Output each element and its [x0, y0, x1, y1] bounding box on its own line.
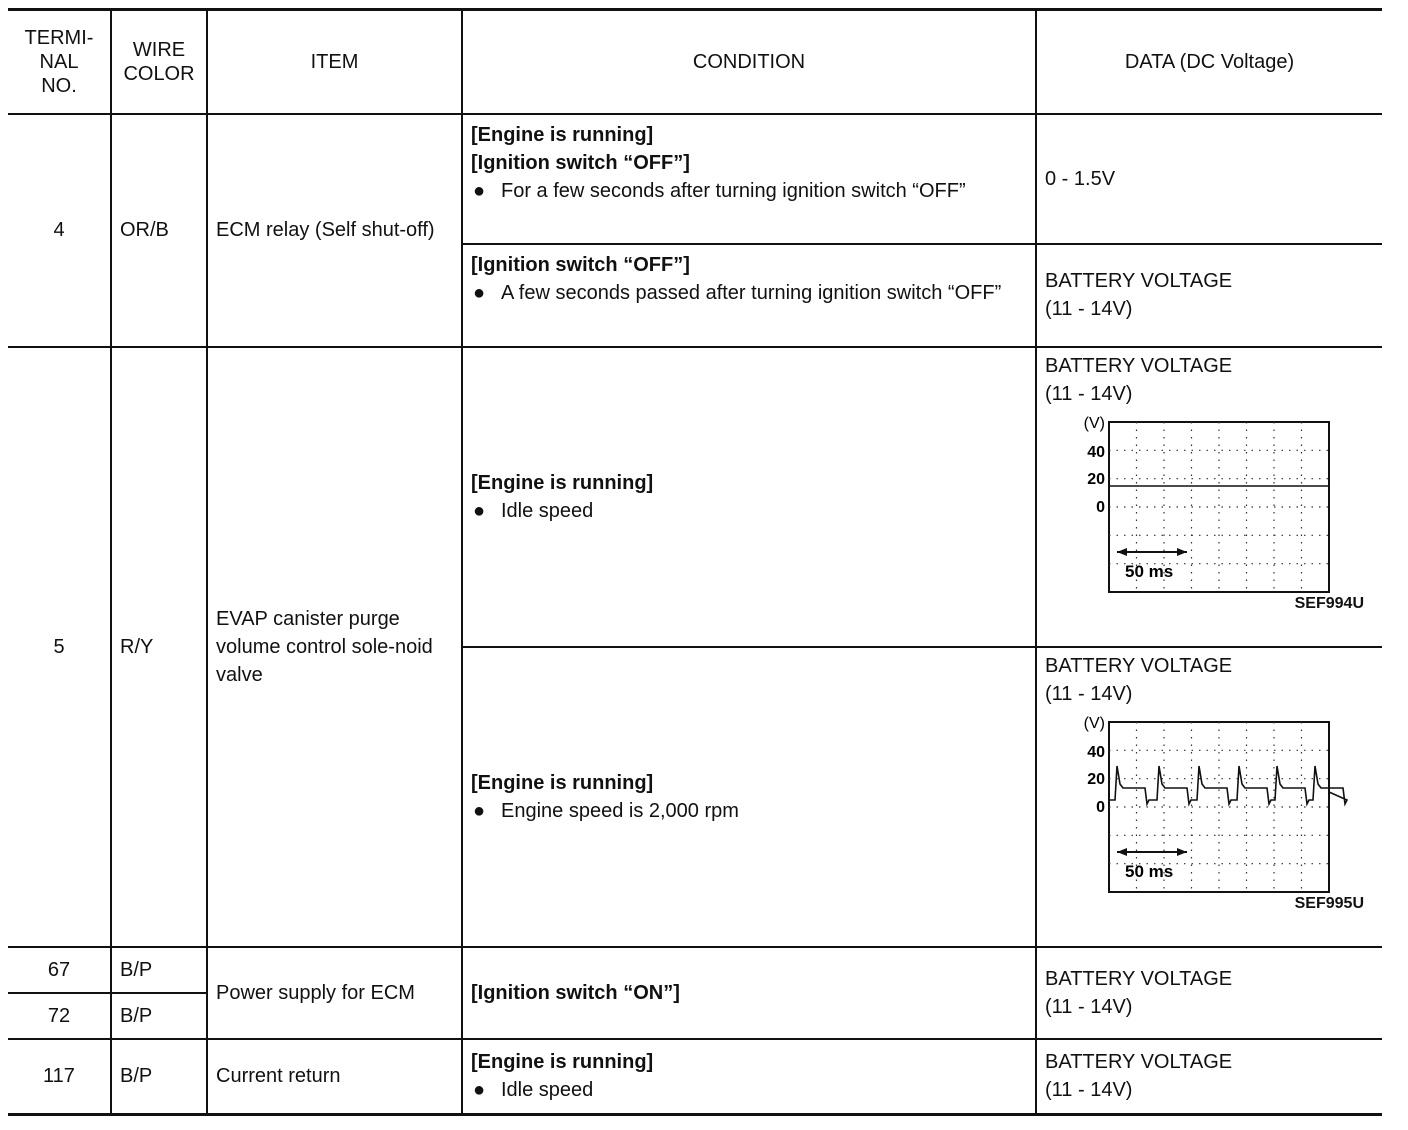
data-line: BATTERY VOLTAGE: [1045, 354, 1233, 377]
bullet-icon: ●: [473, 499, 486, 522]
terminal-cell: 5: [8, 347, 111, 947]
waveform-trace: [1109, 766, 1347, 804]
condition-heading: [Ignition switch “OFF”]: [471, 253, 690, 276]
time-scale-label: 50 ms: [1125, 861, 1174, 881]
condition-heading: [Ignition switch “ON”]: [471, 981, 680, 1004]
condition-cell: [462, 947, 1036, 1039]
data-cell: [1036, 947, 1382, 1039]
waveform-plot: [1045, 708, 1375, 918]
header-item: ITEM: [207, 10, 462, 114]
y-tick-label: 20: [1087, 470, 1105, 488]
condition-bullet-text: Engine speed is 2,000 rpm: [501, 799, 739, 822]
condition-heading: [Engine is running]: [471, 1051, 654, 1074]
item-cell: Current return: [207, 1039, 462, 1115]
bullet-icon: ●: [473, 799, 486, 822]
data-cell: [1036, 1039, 1382, 1115]
time-scale-label: 50 ms: [1125, 561, 1174, 581]
bullet-icon: ●: [473, 1079, 486, 1102]
header-terminal-line: NAL: [39, 50, 79, 73]
waveform-plot: [1045, 408, 1375, 618]
data-line: (11 - 14V): [1045, 995, 1133, 1018]
data-line: BATTERY VOLTAGE: [1045, 967, 1233, 990]
header-terminal-line: NO.: [41, 74, 77, 97]
terminal-cell: 72: [8, 993, 111, 1039]
y-tick-label: 0: [1096, 798, 1105, 816]
data-line: (11 - 14V): [1045, 1079, 1133, 1102]
terminal-cell: 117: [8, 1039, 111, 1115]
data-line: BATTERY VOLTAGE: [1045, 270, 1233, 292]
condition-heading: [Engine is running]: [471, 123, 654, 146]
condition-bullet-text: Idle speed: [501, 499, 594, 522]
item-cell: ECM relay (Self shut-off): [207, 114, 462, 347]
wire-color-cell: R/Y: [111, 347, 207, 947]
table-row: [8, 1039, 1382, 1115]
table-row: [8, 947, 1382, 993]
condition-bullet: [471, 1076, 1027, 1104]
table-row: [8, 114, 1382, 244]
data-cell: [1036, 647, 1382, 947]
condition-cell: [462, 647, 1036, 947]
header-terminal-line: TERMI-: [24, 26, 94, 49]
data-line: BATTERY VOLTAGE: [1045, 1051, 1233, 1074]
header-wire-line: WIRE: [132, 38, 186, 61]
condition-heading: [Ignition switch “OFF”]: [471, 151, 690, 174]
wire-color-cell: B/P: [111, 993, 207, 1039]
header-terminal: [8, 10, 111, 114]
data-cell: [1036, 347, 1382, 647]
condition-heading: [Engine is running]: [471, 771, 654, 794]
oscilloscope-waveform-idle: [1045, 408, 1374, 618]
figure-reference: SEF995U: [1294, 894, 1364, 912]
header-wire-line: COLOR: [123, 62, 195, 85]
header-condition: CONDITION: [462, 10, 1036, 114]
condition-bullet: [471, 497, 1027, 525]
condition-bullet: [471, 177, 1027, 205]
oscilloscope-waveform-2000rpm: [1045, 708, 1374, 918]
condition-bullet-text: Idle speed: [501, 1079, 594, 1102]
table-row: [8, 347, 1382, 647]
header-wire-color: [111, 10, 207, 114]
condition-bullet: [471, 279, 1027, 307]
y-axis-unit: (V): [1083, 714, 1105, 732]
data-cell: [1036, 244, 1382, 347]
bullet-icon: ●: [473, 179, 486, 202]
y-tick-label: 20: [1087, 770, 1105, 788]
header-data: DATA (DC Voltage): [1036, 10, 1382, 114]
terminal-table: [8, 8, 1382, 1116]
item-cell: Power supply for ECM: [207, 947, 462, 1039]
condition-bullet-text: A few seconds passed after turning ignition switch “OFF”: [501, 281, 1002, 304]
data-line: (11 - 14V): [1045, 298, 1133, 320]
y-tick-label: 40: [1087, 443, 1105, 461]
terminal-cell: 4: [8, 114, 111, 347]
condition-cell: [462, 244, 1036, 347]
condition-heading: [Engine is running]: [471, 471, 654, 494]
figure-reference: SEF994U: [1294, 594, 1364, 612]
y-tick-label: 40: [1087, 743, 1105, 761]
condition-cell: [462, 347, 1036, 647]
wire-color-cell: B/P: [111, 947, 207, 993]
y-axis-unit: (V): [1083, 414, 1105, 432]
condition-cell: [462, 1039, 1036, 1115]
y-tick-label: 0: [1096, 498, 1105, 516]
wire-color-cell: B/P: [111, 1039, 207, 1115]
header-row: [8, 10, 1382, 114]
data-line: (11 - 14V): [1045, 682, 1133, 705]
bullet-icon: ●: [473, 281, 486, 304]
wire-color-cell: OR/B: [111, 114, 207, 347]
data-line: BATTERY VOLTAGE: [1045, 654, 1233, 677]
condition-bullet: [471, 797, 1027, 825]
condition-bullet-text: For a few seconds after turning ignition switch “OFF”: [501, 179, 966, 202]
data-line: (11 - 14V): [1045, 382, 1133, 405]
terminal-cell: 67: [8, 947, 111, 993]
item-cell: EVAP canister purge volume control sole-noid valve: [207, 347, 462, 947]
data-cell: 0 - 1.5V: [1036, 114, 1382, 244]
condition-cell: [462, 114, 1036, 244]
